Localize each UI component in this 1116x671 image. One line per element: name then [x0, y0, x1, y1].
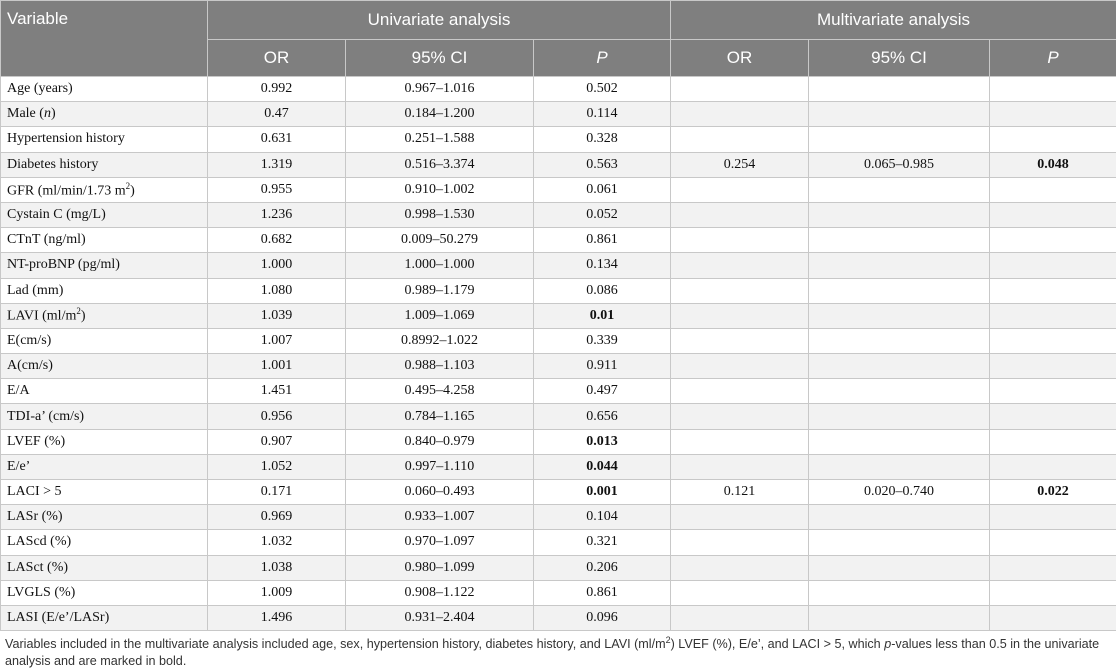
cell-variable: LVGLS (%)	[1, 580, 208, 605]
cell-multivariate-p	[990, 102, 1116, 127]
cell-univariate-ci: 0.970–1.097	[346, 530, 534, 555]
cell-univariate-p: 0.339	[534, 328, 671, 353]
cell-univariate-ci: 0.980–1.099	[346, 555, 534, 580]
cell-multivariate-p	[990, 580, 1116, 605]
cell-multivariate-p	[990, 253, 1116, 278]
table-footnote	[5, 632, 1105, 670]
cell-multivariate-or	[671, 177, 809, 202]
table-row	[1, 530, 1116, 555]
cell-multivariate-p	[990, 404, 1116, 429]
table-row	[1, 605, 1116, 630]
cell-univariate-p: 0.052	[534, 202, 671, 227]
cell-univariate-or: 1.451	[208, 379, 346, 404]
cell-multivariate-or	[671, 102, 809, 127]
cell-multivariate-ci	[809, 429, 990, 454]
cell-univariate-ci: 0.967–1.016	[346, 77, 534, 102]
table-row	[1, 379, 1116, 404]
cell-univariate-p: 0.104	[534, 505, 671, 530]
cell-multivariate-ci	[809, 379, 990, 404]
header-multivariate: Multivariate analysis	[671, 1, 1116, 40]
cell-univariate-p: 0.861	[534, 228, 671, 253]
cell-variable: LASr (%)	[1, 505, 208, 530]
cell-univariate-p: 0.044	[534, 454, 671, 479]
cell-univariate-ci: 0.908–1.122	[346, 580, 534, 605]
table-row	[1, 429, 1116, 454]
cell-multivariate-or	[671, 404, 809, 429]
cell-multivariate-ci	[809, 202, 990, 227]
table-row	[1, 328, 1116, 353]
cell-univariate-ci: 0.933–1.007	[346, 505, 534, 530]
cell-multivariate-p	[990, 202, 1116, 227]
cell-univariate-ci: 0.060–0.493	[346, 480, 534, 505]
cell-univariate-p: 0.502	[534, 77, 671, 102]
cell-variable: Age (years)	[1, 77, 208, 102]
cell-univariate-or: 1.052	[208, 454, 346, 479]
cell-univariate-ci: 1.009–1.069	[346, 303, 534, 328]
cell-univariate-ci: 0.998–1.530	[346, 202, 534, 227]
cell-univariate-ci: 0.988–1.103	[346, 354, 534, 379]
cell-multivariate-ci	[809, 177, 990, 202]
cell-multivariate-p	[990, 127, 1116, 152]
cell-multivariate-or	[671, 202, 809, 227]
cell-univariate-or: 1.007	[208, 328, 346, 353]
table-row	[1, 127, 1116, 152]
cell-univariate-p: 0.563	[534, 152, 671, 177]
cell-multivariate-ci	[809, 328, 990, 353]
cell-multivariate-or	[671, 454, 809, 479]
table-row	[1, 228, 1116, 253]
cell-univariate-ci: 0.784–1.165	[346, 404, 534, 429]
cell-univariate-ci: 0.251–1.588	[346, 127, 534, 152]
header-univariate-ci: 95% CI	[346, 40, 534, 77]
cell-variable: E/A	[1, 379, 208, 404]
cell-multivariate-or	[671, 605, 809, 630]
table-row	[1, 202, 1116, 227]
cell-multivariate-or	[671, 354, 809, 379]
cell-univariate-p: 0.061	[534, 177, 671, 202]
cell-multivariate-p	[990, 454, 1116, 479]
table-row	[1, 454, 1116, 479]
cell-univariate-p: 0.328	[534, 127, 671, 152]
cell-univariate-p: 0.656	[534, 404, 671, 429]
header-univariate: Univariate analysis	[208, 1, 671, 40]
table-row	[1, 278, 1116, 303]
cell-univariate-p: 0.013	[534, 429, 671, 454]
cell-multivariate-ci	[809, 253, 990, 278]
cell-multivariate-or	[671, 228, 809, 253]
cell-multivariate-or	[671, 505, 809, 530]
table-row	[1, 303, 1116, 328]
header-univariate-or: OR	[208, 40, 346, 77]
table-row	[1, 555, 1116, 580]
cell-univariate-ci: 0.8992–1.022	[346, 328, 534, 353]
cell-univariate-or: 0.907	[208, 429, 346, 454]
table-row	[1, 77, 1116, 102]
cell-univariate-ci: 0.009–50.279	[346, 228, 534, 253]
cell-variable: TDI-a’ (cm/s)	[1, 404, 208, 429]
header-variable: Variable	[1, 1, 208, 77]
table-row	[1, 505, 1116, 530]
cell-univariate-p: 0.001	[534, 480, 671, 505]
cell-variable: Male (n)	[1, 102, 208, 127]
cell-multivariate-or	[671, 77, 809, 102]
table-row	[1, 177, 1116, 202]
cell-variable: Hypertension history	[1, 127, 208, 152]
cell-variable: LASct (%)	[1, 555, 208, 580]
cell-univariate-p: 0.497	[534, 379, 671, 404]
table-row	[1, 480, 1116, 505]
cell-multivariate-p	[990, 354, 1116, 379]
cell-univariate-or: 0.171	[208, 480, 346, 505]
cell-multivariate-ci	[809, 605, 990, 630]
cell-univariate-or: 1.319	[208, 152, 346, 177]
header-univariate-p: P	[534, 40, 671, 77]
cell-variable: LAVI $(ml/m^2)$	[1, 303, 208, 328]
cell-univariate-or: 0.956	[208, 404, 346, 429]
cell-multivariate-p: 0.022	[990, 480, 1116, 505]
cell-univariate-or: 0.969	[208, 505, 346, 530]
cell-multivariate-ci	[809, 580, 990, 605]
cell-multivariate-or	[671, 429, 809, 454]
footnote-text: Variables included in the multivariate analysis included age, sex, hypertension history, diabetes history, and LAVI $(ml/m^2)$ LVEF (%), E/e’, and LACI > 5, which p-values less than 0.5 in the univariate analysis and are marked in bold.	[5, 635, 1100, 669]
cell-univariate-ci: 0.184–1.200	[346, 102, 534, 127]
cell-variable: LAScd (%)	[1, 530, 208, 555]
cell-univariate-or: 0.631	[208, 127, 346, 152]
cell-multivariate-or	[671, 253, 809, 278]
cell-multivariate-p	[990, 228, 1116, 253]
cell-variable: NT-proBNP (pg/ml)	[1, 253, 208, 278]
cell-multivariate-or	[671, 555, 809, 580]
cell-univariate-ci: 0.997–1.110	[346, 454, 534, 479]
cell-univariate-p: 0.096	[534, 605, 671, 630]
cell-multivariate-p	[990, 77, 1116, 102]
cell-univariate-or: 1.032	[208, 530, 346, 555]
cell-univariate-or: 1.000	[208, 253, 346, 278]
cell-univariate-or: 1.038	[208, 555, 346, 580]
cell-univariate-ci: 0.931–2.404	[346, 605, 534, 630]
cell-multivariate-ci: 0.065–0.985	[809, 152, 990, 177]
cell-univariate-ci: 1.000–1.000	[346, 253, 534, 278]
cell-variable: GFR (ml/min/1.73 $m^2$)	[1, 177, 208, 202]
cell-univariate-ci: 0.516–3.374	[346, 152, 534, 177]
cell-variable: CTnT (ng/ml)	[1, 228, 208, 253]
cell-multivariate-p	[990, 379, 1116, 404]
header-multivariate-p: P	[990, 40, 1116, 77]
cell-variable: Diabetes history	[1, 152, 208, 177]
cell-univariate-or: 1.496	[208, 605, 346, 630]
table-row	[1, 404, 1116, 429]
cell-univariate-ci: 0.495–4.258	[346, 379, 534, 404]
cell-univariate-or: 1.039	[208, 303, 346, 328]
cell-multivariate-or: 0.121	[671, 480, 809, 505]
cell-variable: Cystain C (mg/L)	[1, 202, 208, 227]
cell-univariate-p: 0.911	[534, 354, 671, 379]
cell-univariate-p: 0.114	[534, 102, 671, 127]
cell-multivariate-p	[990, 177, 1116, 202]
cell-multivariate-ci	[809, 303, 990, 328]
cell-multivariate-or	[671, 379, 809, 404]
cell-multivariate-p	[990, 328, 1116, 353]
cell-univariate-ci: 0.840–0.979	[346, 429, 534, 454]
cell-univariate-or: 0.682	[208, 228, 346, 253]
cell-variable: LACI > 5	[1, 480, 208, 505]
cell-multivariate-ci	[809, 555, 990, 580]
cell-univariate-or: 1.001	[208, 354, 346, 379]
cell-multivariate-ci	[809, 278, 990, 303]
cell-variable: LVEF (%)	[1, 429, 208, 454]
cell-univariate-ci: 0.910–1.002	[346, 177, 534, 202]
cell-multivariate-or	[671, 580, 809, 605]
cell-univariate-or: 0.992	[208, 77, 346, 102]
cell-univariate-or: 1.236	[208, 202, 346, 227]
table-row	[1, 580, 1116, 605]
cell-multivariate-p	[990, 429, 1116, 454]
cell-multivariate-p	[990, 303, 1116, 328]
cell-multivariate-p	[990, 555, 1116, 580]
table-body	[1, 77, 1116, 631]
cell-multivariate-ci	[809, 404, 990, 429]
cell-variable: Lad (mm)	[1, 278, 208, 303]
cell-univariate-p: 0.01	[534, 303, 671, 328]
table-row	[1, 152, 1116, 177]
cell-univariate-or: 0.47	[208, 102, 346, 127]
table-row	[1, 102, 1116, 127]
cell-multivariate-ci	[809, 77, 990, 102]
cell-multivariate-or	[671, 328, 809, 353]
cell-multivariate-ci: 0.020–0.740	[809, 480, 990, 505]
cell-univariate-p: 0.861	[534, 580, 671, 605]
cell-multivariate-ci	[809, 228, 990, 253]
cell-multivariate-or	[671, 127, 809, 152]
cell-variable: A(cm/s)	[1, 354, 208, 379]
cell-multivariate-ci	[809, 354, 990, 379]
cell-multivariate-or	[671, 530, 809, 555]
cell-multivariate-ci	[809, 454, 990, 479]
cell-univariate-p: 0.206	[534, 555, 671, 580]
cell-multivariate-ci	[809, 505, 990, 530]
cell-multivariate-p	[990, 505, 1116, 530]
cell-univariate-or: 1.009	[208, 580, 346, 605]
cell-univariate-p: 0.321	[534, 530, 671, 555]
cell-multivariate-ci	[809, 127, 990, 152]
table-row	[1, 253, 1116, 278]
cell-multivariate-ci	[809, 102, 990, 127]
cell-multivariate-p	[990, 530, 1116, 555]
table-row	[1, 354, 1116, 379]
cell-univariate-ci: 0.989–1.179	[346, 278, 534, 303]
cell-variable: LASI (E/e’/LASr)	[1, 605, 208, 630]
cell-multivariate-or: 0.254	[671, 152, 809, 177]
cell-multivariate-p	[990, 605, 1116, 630]
cell-univariate-p: 0.086	[534, 278, 671, 303]
header-multivariate-ci: 95% CI	[809, 40, 990, 77]
cell-multivariate-p	[990, 278, 1116, 303]
cell-variable: E(cm/s)	[1, 328, 208, 353]
cell-univariate-or: 1.080	[208, 278, 346, 303]
header-multivariate-or: OR	[671, 40, 809, 77]
cell-multivariate-ci	[809, 530, 990, 555]
cell-multivariate-p: 0.048	[990, 152, 1116, 177]
cell-univariate-p: 0.134	[534, 253, 671, 278]
cell-univariate-or: 0.955	[208, 177, 346, 202]
cell-multivariate-or	[671, 278, 809, 303]
cell-variable: E/e’	[1, 454, 208, 479]
cell-multivariate-or	[671, 303, 809, 328]
